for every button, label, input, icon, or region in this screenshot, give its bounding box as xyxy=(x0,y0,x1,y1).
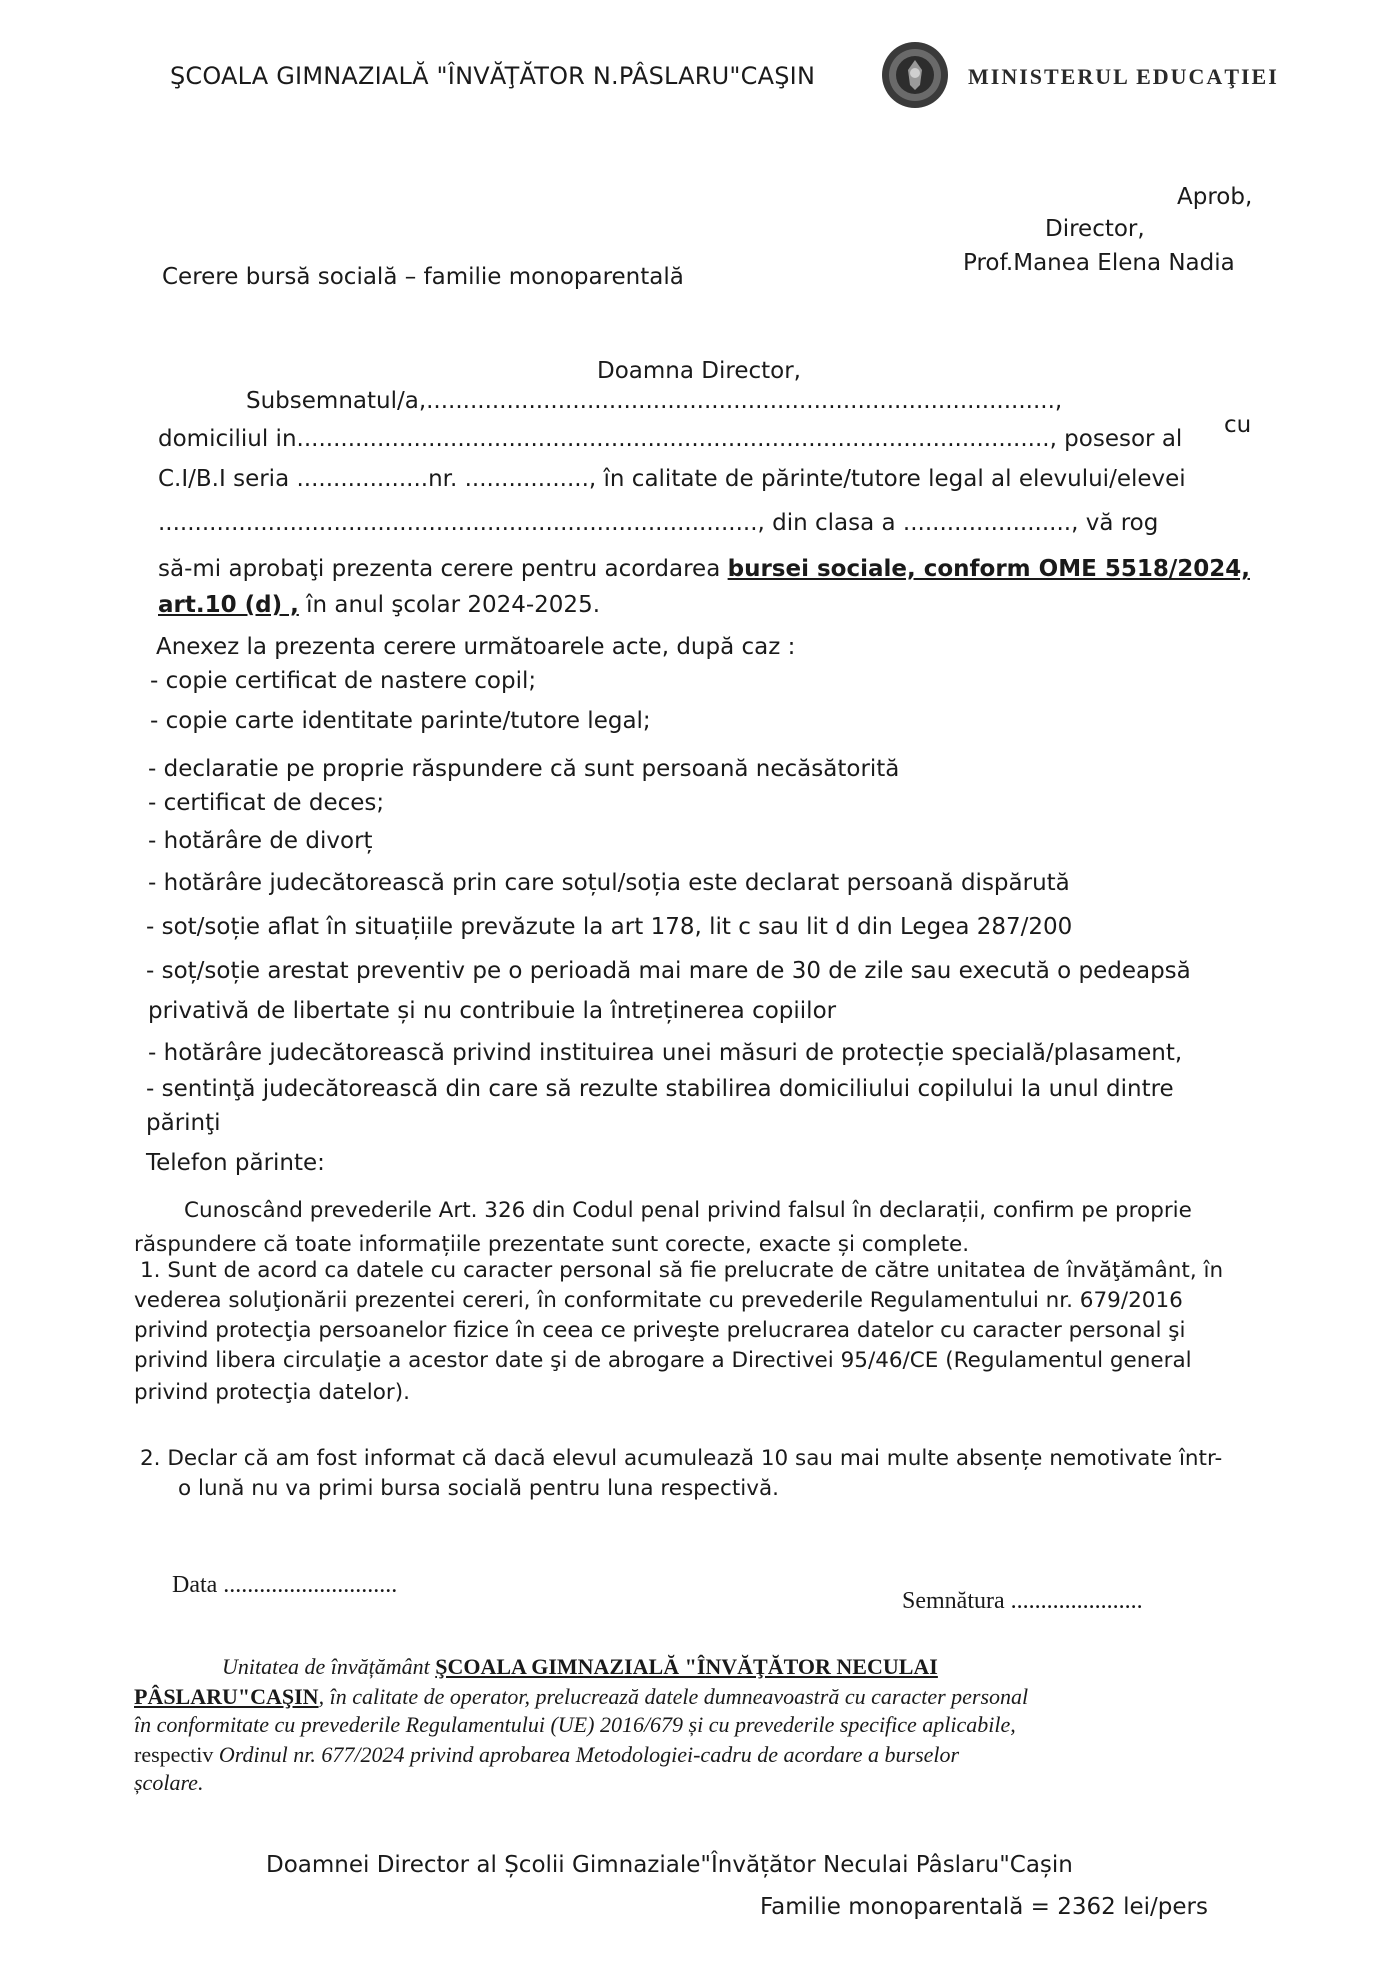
year-text: în anul şcolar 2024-2025. xyxy=(298,592,601,618)
date-field: Data ............................. xyxy=(172,1572,398,1598)
salutation: Doamna Director, xyxy=(597,358,801,384)
form-line-year xyxy=(158,592,600,618)
gdpr-text: Unitatea de învățământ xyxy=(222,1654,436,1679)
article-bold: art.10 (d) , xyxy=(158,592,299,618)
form-line-request xyxy=(158,556,1250,582)
signature-field: Semnătura ...................... xyxy=(902,1588,1143,1614)
form-line-name: Subsemnatul/a,......................................................................................, xyxy=(246,388,1063,414)
annex-item: - sot/soție aflat în situațiile prevăzute la art 178, lit c sau lit d din Legea 287/200 xyxy=(146,914,1073,940)
annex-item: - copie carte identitate parinte/tutore legal; xyxy=(150,708,651,734)
annex-item: - copie certificat de nastere copil; xyxy=(150,668,537,694)
consent-line: 2. Declar că am fost informat că dacă elevul acumulează 10 sau mai multe absențe nemotivate într- xyxy=(140,1446,1223,1471)
annex-intro: Anexez la prezenta cerere următoarele acte, după caz : xyxy=(156,634,796,660)
ministry-header: MINISTERUL EDUCAŢIEI xyxy=(968,64,1279,89)
consent-line: privind libera circulaţie a acestor date şi de abrogare a Directivei 95/46/CE (Regulamentul general xyxy=(134,1348,1192,1373)
annex-item: - hotărâre de divorț xyxy=(148,828,373,854)
annex-item: - certificat de deces; xyxy=(148,790,385,816)
consent-line: vederea soluţionării prezentei cereri, în conformitate cu prevederile Regulamentului nr. 679/2016 xyxy=(134,1288,1183,1313)
gdpr-school-name: ŞCOALA GIMNAZIALĂ "ÎNVĂŢĂTOR NECULAI xyxy=(435,1654,938,1679)
request-bold: bursei sociale, conform OME 5518/2024, xyxy=(727,556,1250,582)
school-header: ŞCOALA GIMNAZIALĂ "ÎNVĂŢĂTOR N.PÂSLARU"CAŞIN xyxy=(170,62,816,90)
approval-director: Director, xyxy=(1045,216,1145,242)
consent-line: o lună nu va primi bursa socială pentru luna respectivă. xyxy=(178,1476,779,1501)
document-title: Cerere bursă socială – familie monoparentală xyxy=(162,264,684,290)
footer-address: Doamnei Director al Școlii Gimnaziale"Învățător Neculai Pâslaru"Cașin xyxy=(266,1852,1073,1878)
form-line-class: .................................................................................., din clasa a ......................., vă rog xyxy=(158,510,1159,536)
form-line-id: C.I/B.I seria ..................nr. ................., în calitate de părinte/tutore legal al elevului/elevei xyxy=(158,466,1186,492)
annex-item: - soț/soție arestat preventiv pe o perioadă mai mare de 30 de zile sau execută o pedeapsă xyxy=(146,958,1191,984)
annex-item: privativă de libertate și nu contribuie la întreținerea copiilor xyxy=(148,998,837,1024)
approval-name: Prof.Manea Elena Nadia xyxy=(963,250,1235,276)
gdpr-text: școlare. xyxy=(134,1770,204,1795)
gdpr-text: în conformitate cu prevederile Regulamentului (UE) 2016/679 și cu prevederile specifice aplicabile, xyxy=(134,1712,1016,1737)
consent-line: privind protecţia datelor). xyxy=(134,1380,410,1405)
gdpr-text: Ordinul nr. 677/2024 privind aprobarea Metodologiei-cadru de acordare a burselor xyxy=(218,1742,960,1767)
annex-item: - hotărâre judecătorească privind instituirea unei măsuri de protecție specială/plasament, xyxy=(148,1040,1183,1066)
romania-coat-of-arms-icon xyxy=(880,40,950,110)
form-line-address: domiciliul in......................................................................................................., posesor al xyxy=(158,426,1183,452)
annex-item: părinţi xyxy=(146,1110,221,1136)
declaration-line: Cunoscând prevederile Art. 326 din Codul penal privind falsul în declarații, confirm pe proprie xyxy=(184,1198,1192,1223)
declaration-line: răspundere că toate informațiile prezentate sunt corecte, exacte și complete. xyxy=(134,1232,970,1257)
gdpr-text: respectiv xyxy=(134,1742,219,1767)
annex-item: - sentinţă judecătorească din care să rezulte stabilirea domiciliului copilului la unul dintre xyxy=(146,1076,1174,1102)
consent-line: privind protecţia persoanelor fizice în ceea ce priveşte prelucrarea datelor cu caracter personal şi xyxy=(134,1318,1186,1343)
footer-income: Familie monoparentală = 2362 lei/pers xyxy=(760,1894,1208,1920)
phone-label: Telefon părinte: xyxy=(146,1150,325,1176)
form-line-name-end: cu xyxy=(1224,412,1252,438)
approval-line: Aprob, xyxy=(1177,184,1253,210)
gdpr-text: , în calitate de operator, prelucrează datele dumneavoastră cu caracter personal xyxy=(318,1684,1029,1709)
annex-item: - hotărâre judecătorească prin care soțul/soția este declarat persoană dispărută xyxy=(148,870,1070,896)
request-text: să-mi aprobaţi prezenta cerere pentru acordarea xyxy=(158,556,728,582)
consent-line: 1. Sunt de acord ca datele cu caracter personal să fie prelucrate de către unitatea de învăţământ, în xyxy=(140,1258,1224,1283)
gdpr-school-name-cont: PÂSLARU"CAŞIN xyxy=(134,1684,319,1709)
annex-item: - declaratie pe proprie răspundere că sunt persoană necăsătorită xyxy=(148,756,900,782)
